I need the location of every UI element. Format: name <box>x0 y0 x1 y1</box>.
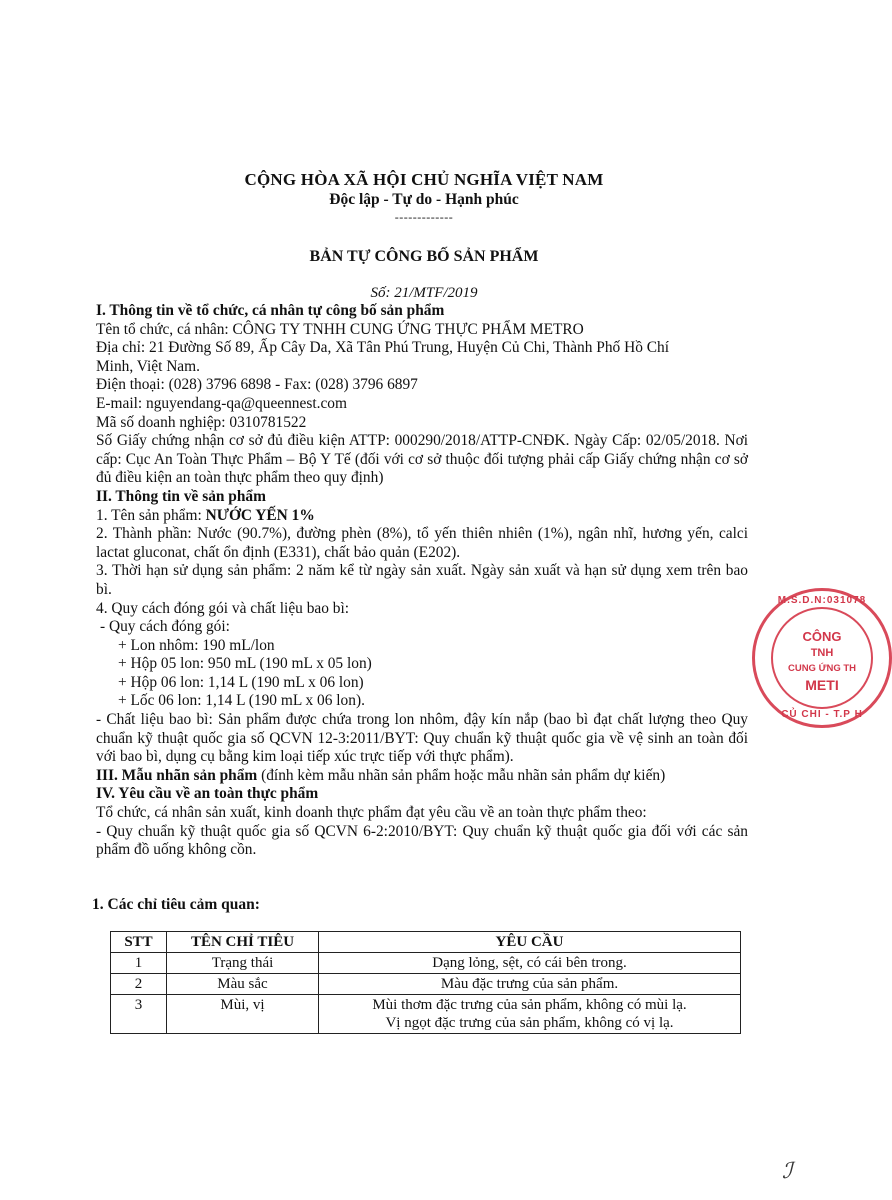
stamp-line: TNH <box>810 647 834 659</box>
packaging-item: + Lốc 06 lon: 1,14 L (190 mL x 06 lon). <box>118 692 365 710</box>
shelf-life: 3. Thời hạn sử dụng sản phẩm: 2 năm kể từ ngày sản xuất. Ngày sản xuất và hạn sử dụng xem trên bao bì. <box>96 562 748 598</box>
stamp-ring-top: M.S.D.N:031078 <box>777 595 867 606</box>
section3-heading: III. Mẫu nhãn sản phẩm <box>96 766 258 784</box>
document-body <box>96 302 748 860</box>
document-number: Số: 21/MTF/2019 <box>370 285 478 301</box>
table-row <box>111 995 741 1034</box>
company-stamp <box>752 588 892 728</box>
column-header: STT <box>111 932 167 953</box>
packaging-heading: 4. Quy cách đóng gói và chất liệu bao bì: <box>96 599 350 617</box>
tax-code: Mã số doanh nghiệp: 0310781522 <box>96 413 307 431</box>
stamp-line: METI <box>805 677 839 693</box>
stt-cell: 2 <box>111 974 167 995</box>
email: E-mail: nguyendang-qa@queennest.com <box>96 394 347 412</box>
sensory-table <box>110 931 741 1034</box>
packaging-item: + Hộp 06 lon: 1,14 L (190 mL x 06 lon) <box>118 673 364 691</box>
section3-note: (đính kèm mẫu nhãn sản phẩm hoặc mẫu nhãn sản phẩm dự kiến) <box>257 766 666 784</box>
stt-cell: 3 <box>111 995 167 1034</box>
section2-heading: II. Thông tin về sản phẩm <box>96 487 266 505</box>
section4-heading: IV. Yêu cầu về an toàn thực phẩm <box>96 785 319 803</box>
section1-heading: I. Thông tin về tổ chức, cá nhân tự công bố sản phẩm <box>96 302 445 319</box>
product-label: 1. Tên sản phẩm: <box>96 506 206 524</box>
table-header-row <box>111 932 741 953</box>
packaging-item: + Hộp 05 lon: 950 mL (190 mL x 05 lon) <box>118 655 372 673</box>
product-name: NƯỚC YẾN 1% <box>205 506 315 524</box>
packaging-item: + Lon nhôm: 190 mL/lon <box>118 636 275 654</box>
requirement-line: Vị ngọt đặc trưng của sản phẩm, không có vị lạ. <box>385 1015 674 1031</box>
requirement-cell <box>319 995 741 1034</box>
requirement-line: Mùi thơm đặc trưng của sản phẩm, không có mùi lạ. <box>372 997 687 1013</box>
table-row <box>111 974 741 995</box>
section4-intro: Tổ chức, cá nhân sản xuất, kinh doanh thực phẩm đạt yêu cầu về an toàn thực phẩm theo: <box>96 804 647 822</box>
requirement-cell: Dạng lỏng, sệt, có cái bên trong. <box>319 953 741 974</box>
motto-heading: Độc lập - Tự do - Hạnh phúc <box>329 191 519 208</box>
packaging-material: - Chất liệu bao bì: Sản phẩm được chứa trong lon nhôm, đậy kín nắp (bao bì đạt chất lượng theo Quy chuẩn kỹ thuật quốc gia số QCVN 12-3:2011/BYT: Quy chuẩn kỹ thuật quốc gia về vệ sinh an toàn đối với bao bì, dụng cụ bằng kim loại tiếp xúc trực tiếp với thực phẩm). <box>96 711 748 766</box>
product-name-line <box>96 507 748 526</box>
phone-fax: Điện thoại: (028) 3796 6898 - Fax: (028) 3796 6897 <box>96 376 418 394</box>
column-header: YÊU CẦU <box>319 932 741 953</box>
section4-standard: - Quy chuẩn kỹ thuật quốc gia số QCVN 6-2:2010/BYT: Quy chuẩn kỹ thuật quốc gia đối với các sản phẩm đồ uống không cồn. <box>96 822 748 859</box>
certificate-info: Số Giấy chứng nhận cơ sở đủ điều kiện ATTP: 000290/2018/ATTP-CNĐK. Ngày Cấp: 02/05/2018. Nơi cấp: Cục An Toàn Thực Phẩm – Bộ Y Tế (đối với cơ sở thuộc đối tượng phải cấp Giấy chứng nhận cơ sở đủ điều kiện an toàn thực phẩm theo quy định) <box>96 432 748 487</box>
ingredients: 2. Thành phần: Nước (90.7%), đường phèn (8%), tổ yến thiên nhiên (1%), ngân nhĩ, hương yến, calci lactat gluconat, chất ổn định (E331), chất bảo quản (E202). <box>96 525 748 561</box>
sensory-heading: 1. Các chỉ tiêu cảm quan: <box>92 896 260 913</box>
stamp-ring-bottom: CỦ CHI - T.P H <box>781 709 863 720</box>
stamp-line: CUNG ỨNG TH <box>787 663 857 674</box>
criterion-cell: Màu sắc <box>167 974 319 995</box>
document-title: BẢN TỰ CÔNG BỐ SẢN PHẨM <box>309 248 539 265</box>
table-row <box>111 953 741 974</box>
header-divider: ------------- <box>394 210 454 224</box>
stamp-line: CÔNG <box>802 629 842 644</box>
packaging-sub: - Quy cách đóng gói: <box>100 618 230 636</box>
requirement-cell: Màu đặc trưng của sản phẩm. <box>319 974 741 995</box>
initials-mark: ℐ <box>782 1158 793 1183</box>
column-header: TÊN CHỈ TIÊU <box>167 932 319 953</box>
country-heading: CỘNG HÒA XÃ HỘI CHỦ NGHĨA VIỆT NAM <box>244 170 604 189</box>
criterion-cell: Mùi, vị <box>167 995 319 1034</box>
address-line-1: Địa chỉ: 21 Đường Số 89, Ấp Cây Da, Xã Tân Phú Trung, Huyện Củ Chi, Thành Phố Hồ Chí <box>96 339 669 357</box>
section3-line <box>96 767 748 786</box>
criterion-cell: Trạng thái <box>167 953 319 974</box>
address-line-2: Minh, Việt Nam. <box>96 357 200 375</box>
stt-cell: 1 <box>111 953 167 974</box>
org-name: Tên tổ chức, cá nhân: CÔNG TY TNHH CUNG ỨNG THỰC PHẨM METRO <box>96 320 584 338</box>
